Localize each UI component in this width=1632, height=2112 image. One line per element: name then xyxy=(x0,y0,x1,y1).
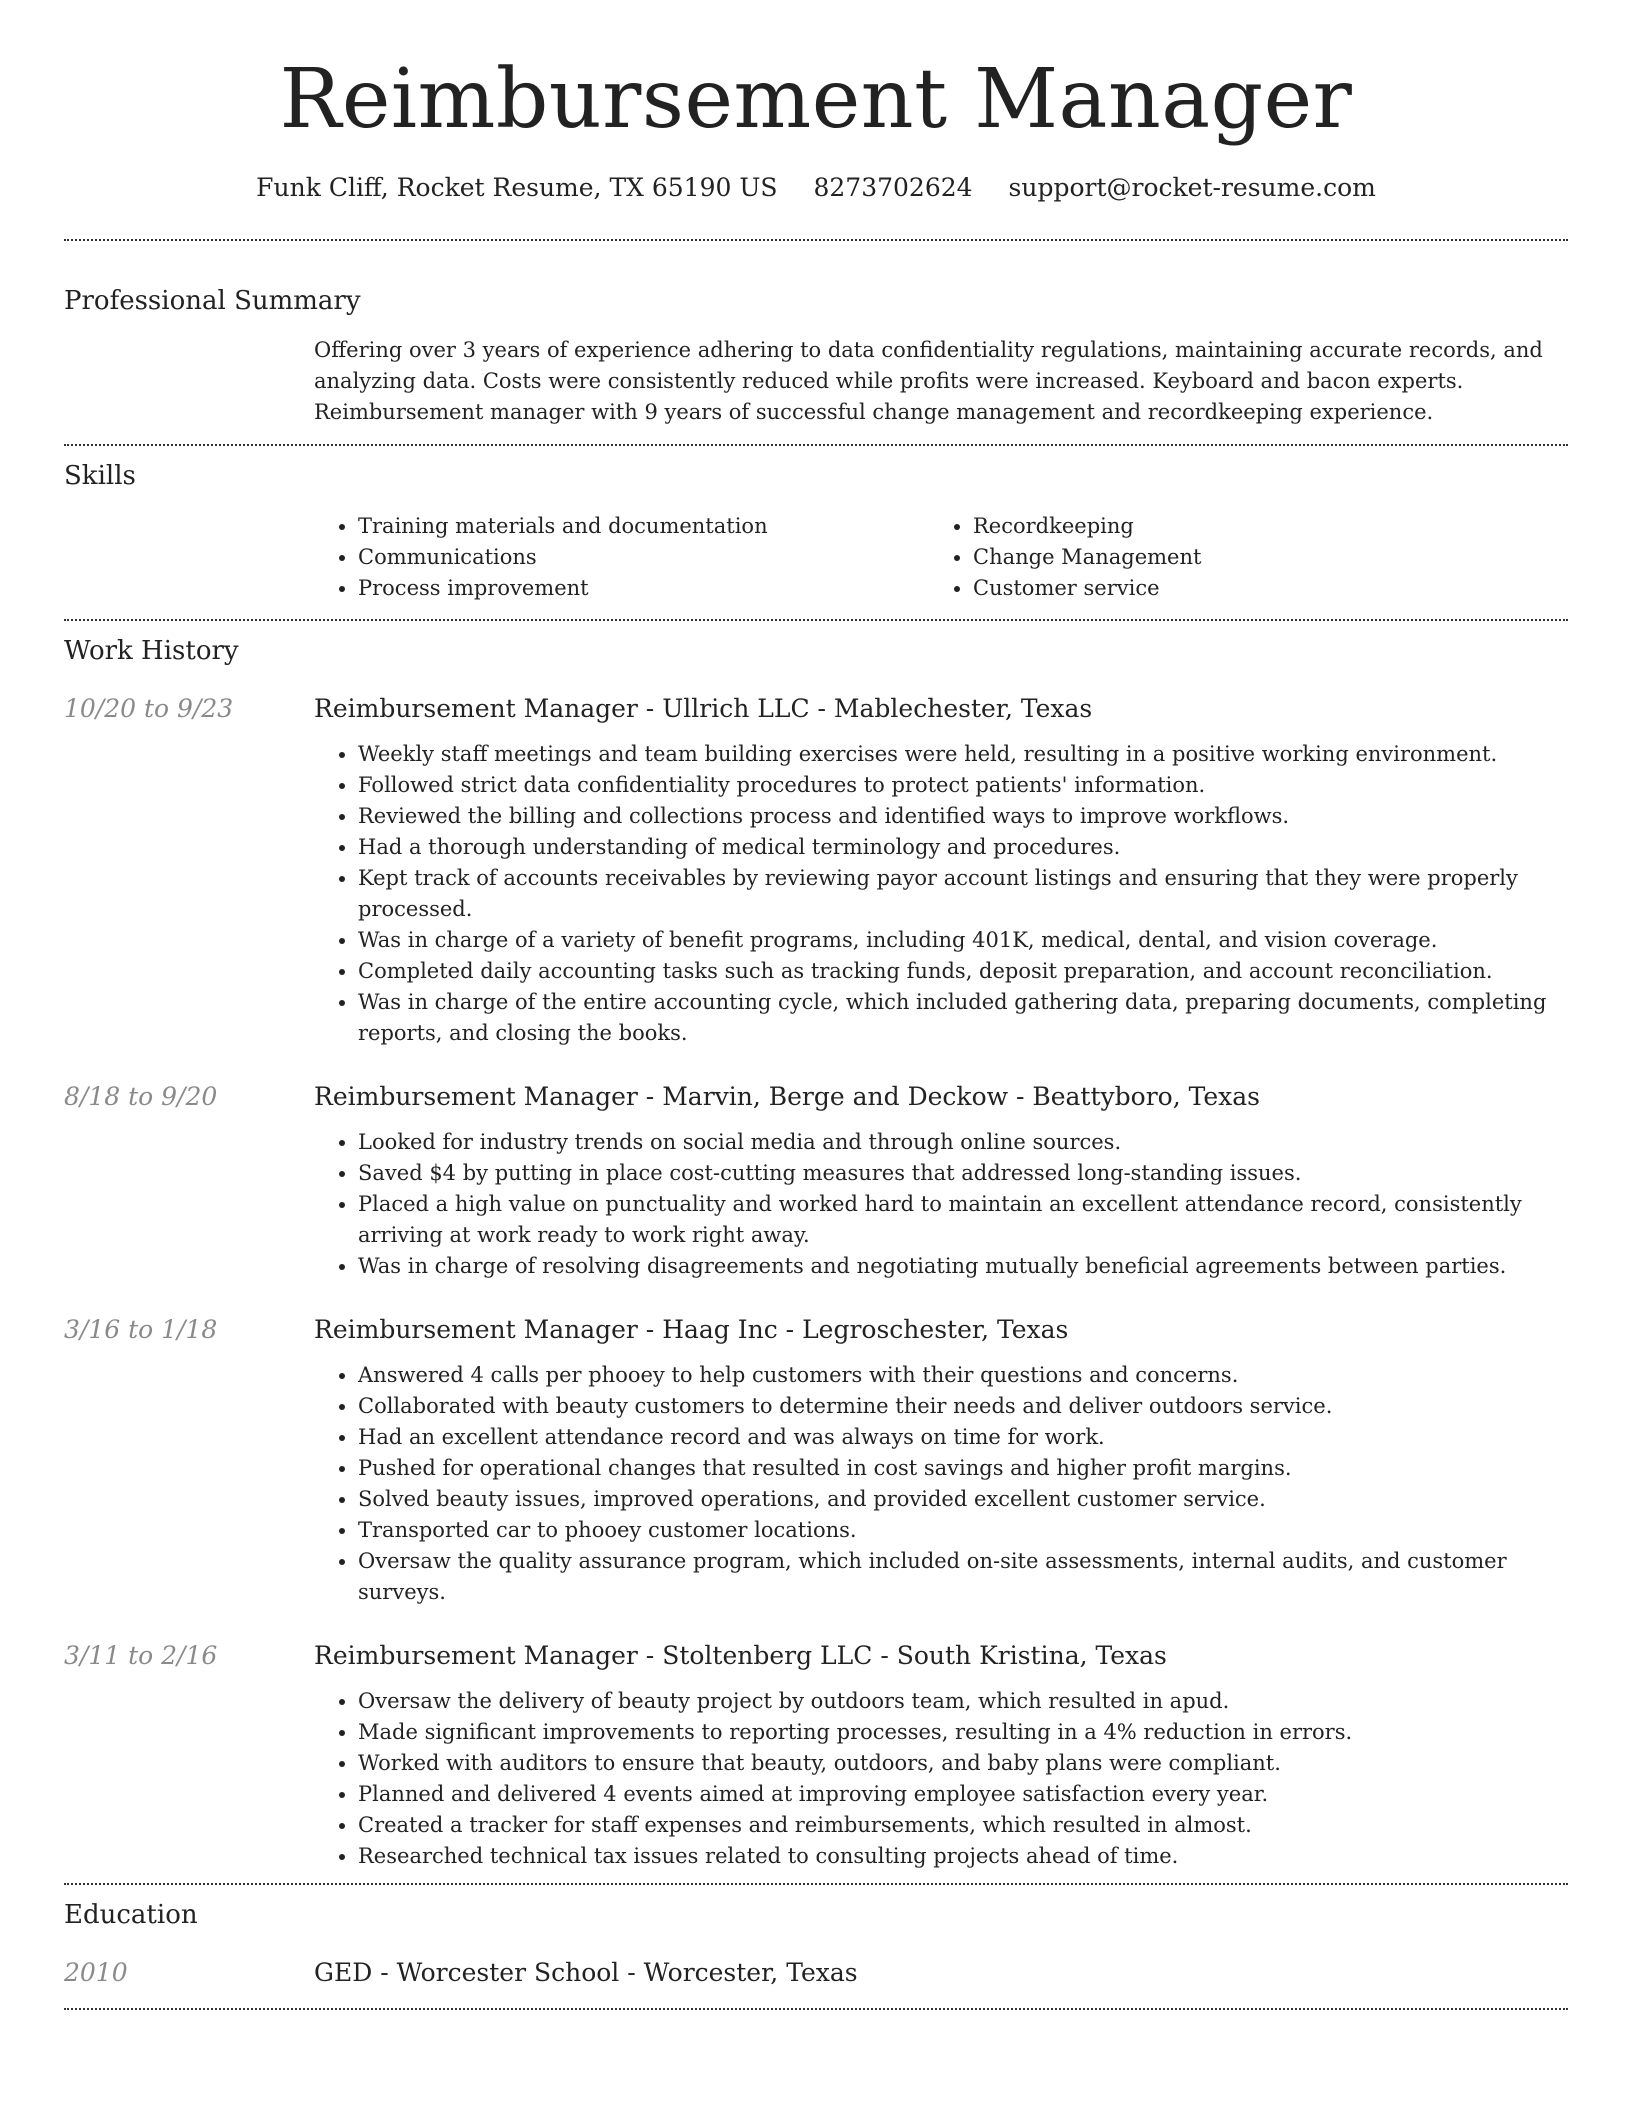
duty-item: • Placed a high value on punctuality and worked hard to maintain an excellent attendance record, consistently arriving at work ready to work right away. xyxy=(358,1189,1568,1251)
job-duties xyxy=(314,739,1568,1049)
duty-item: • Completed daily accounting tasks such as tracking funds, deposit preparation, and account reconciliation. xyxy=(358,956,1568,987)
duty-item: • Weekly staff meetings and team building exercises were held, resulting in a positive working environment. xyxy=(358,739,1568,770)
duty-item: • Was in charge of a variety of benefit programs, including 401K, medical, dental, and vision coverage. xyxy=(358,925,1568,956)
job-entry xyxy=(64,1079,1568,1282)
duty-item: • Transported car to phooey customer locations. xyxy=(358,1515,1568,1546)
section-divider xyxy=(64,2008,1568,2010)
skill-item: • Recordkeeping xyxy=(973,511,1544,542)
skills-heading: Skills xyxy=(64,461,136,491)
contact-phone: 8273702624 xyxy=(813,173,973,202)
job-entry xyxy=(64,691,1568,1049)
skill-item: • Change Management xyxy=(973,542,1544,573)
job-dates: 3/11 to 2/16 xyxy=(64,1641,218,1670)
section-divider xyxy=(64,1883,1568,1885)
duty-item: • Oversaw the quality assurance program, which included on-site assessments, internal audits, and customer surveys. xyxy=(358,1546,1568,1608)
duty-item: • Made significant improvements to reporting processes, resulting in a 4% reduction in errors. xyxy=(358,1717,1568,1748)
contact-email: support@rocket-resume.com xyxy=(1008,173,1376,202)
job-duties xyxy=(314,1127,1568,1282)
skills-column-left xyxy=(314,511,929,604)
skills-column-right xyxy=(929,511,1544,604)
job-entry xyxy=(64,1638,1568,1883)
duty-item: • Oversaw the delivery of beauty project by outdoors team, which resulted in apud. xyxy=(358,1686,1568,1717)
job-title: Reimbursement Manager - Haag Inc - Legroschester, Texas xyxy=(314,1315,1069,1344)
resume-page xyxy=(64,0,1568,2010)
education-heading: Education xyxy=(64,1900,198,1930)
job-title: Reimbursement Manager - Stoltenberg LLC - South Kristina, Texas xyxy=(314,1641,1167,1670)
duty-item: • Looked for industry trends on social media and through online sources. xyxy=(358,1127,1568,1158)
skill-item: • Customer service xyxy=(973,573,1544,604)
skills-list xyxy=(314,511,1568,619)
section-divider xyxy=(64,619,1568,621)
education-degree: GED - Worcester School - Worcester, Texas xyxy=(314,1958,858,1987)
job-title: Reimbursement Manager - Marvin, Berge and Deckow - Beattyboro, Texas xyxy=(314,1082,1260,1111)
duty-item: • Followed strict data confidentiality procedures to protect patients' information. xyxy=(358,770,1568,801)
duty-item: • Had an excellent attendance record and was always on time for work. xyxy=(358,1422,1568,1453)
job-dates: 10/20 to 9/23 xyxy=(64,694,234,723)
education-year: 2010 xyxy=(64,1958,128,1987)
duty-item: • Planned and delivered 4 events aimed at improving employee satisfaction every year. xyxy=(358,1779,1568,1810)
contact-line xyxy=(64,170,1568,206)
skill-item: • Communications xyxy=(358,542,929,573)
job-title: Reimbursement Manager - Ullrich LLC - Mablechester, Texas xyxy=(314,694,1093,723)
skill-item: • Process improvement xyxy=(358,573,929,604)
job-dates: 3/16 to 1/18 xyxy=(64,1315,218,1344)
summary-heading: Professional Summary xyxy=(64,286,361,316)
duty-item: • Worked with auditors to ensure that beauty, outdoors, and baby plans were compliant. xyxy=(358,1748,1568,1779)
job-duties xyxy=(314,1360,1568,1608)
work-history-heading: Work History xyxy=(64,636,239,666)
duty-item: • Created a tracker for staff expenses and reimbursements, which resulted in almost. xyxy=(358,1810,1568,1841)
duty-item: • Had a thorough understanding of medical terminology and procedures. xyxy=(358,832,1568,863)
duty-item: • Collaborated with beauty customers to determine their needs and deliver outdoors service. xyxy=(358,1391,1568,1422)
job-entry xyxy=(64,1312,1568,1608)
job-duties xyxy=(314,1686,1568,1883)
section-divider xyxy=(64,239,1568,241)
duty-item: • Kept track of accounts receivables by reviewing payor account listings and ensuring that they were properly processed. xyxy=(358,863,1568,925)
duty-item: • Reviewed the billing and collections process and identified ways to improve workflows. xyxy=(358,801,1568,832)
section-divider xyxy=(64,444,1568,446)
contact-address: Funk Cliff, Rocket Resume, TX 65190 US xyxy=(256,173,778,202)
duty-item: • Pushed for operational changes that resulted in cost savings and higher profit margins. xyxy=(358,1453,1568,1484)
resume-name: Reimbursement Manager xyxy=(279,52,1353,147)
summary-text: Offering over 3 years of experience adhering to data confidentiality regulations, maintaining accurate records, and analyzing data. Costs were consistently reduced while profits were increased. Keyboard and bacon experts. Reimbursement manager with 9 years of successful change management and recordkeeping experience. xyxy=(314,338,1543,424)
duty-item: • Researched technical tax issues related to consulting projects ahead of time. xyxy=(358,1841,1568,1872)
education-entry xyxy=(64,1955,1568,2008)
duty-item: • Answered 4 calls per phooey to help customers with their questions and concerns. xyxy=(358,1360,1568,1391)
duty-item: • Saved $4 by putting in place cost-cutting measures that addressed long-standing issues. xyxy=(358,1158,1568,1189)
duty-item: • Solved beauty issues, improved operations, and provided excellent customer service. xyxy=(358,1484,1568,1515)
duty-item: • Was in charge of the entire accounting cycle, which included gathering data, preparing documents, completing reports, and closing the books. xyxy=(358,987,1568,1049)
skill-item: • Training materials and documentation xyxy=(358,511,929,542)
duty-item: • Was in charge of resolving disagreements and negotiating mutually beneficial agreements between parties. xyxy=(358,1251,1568,1282)
job-dates: 8/18 to 9/20 xyxy=(64,1082,218,1111)
